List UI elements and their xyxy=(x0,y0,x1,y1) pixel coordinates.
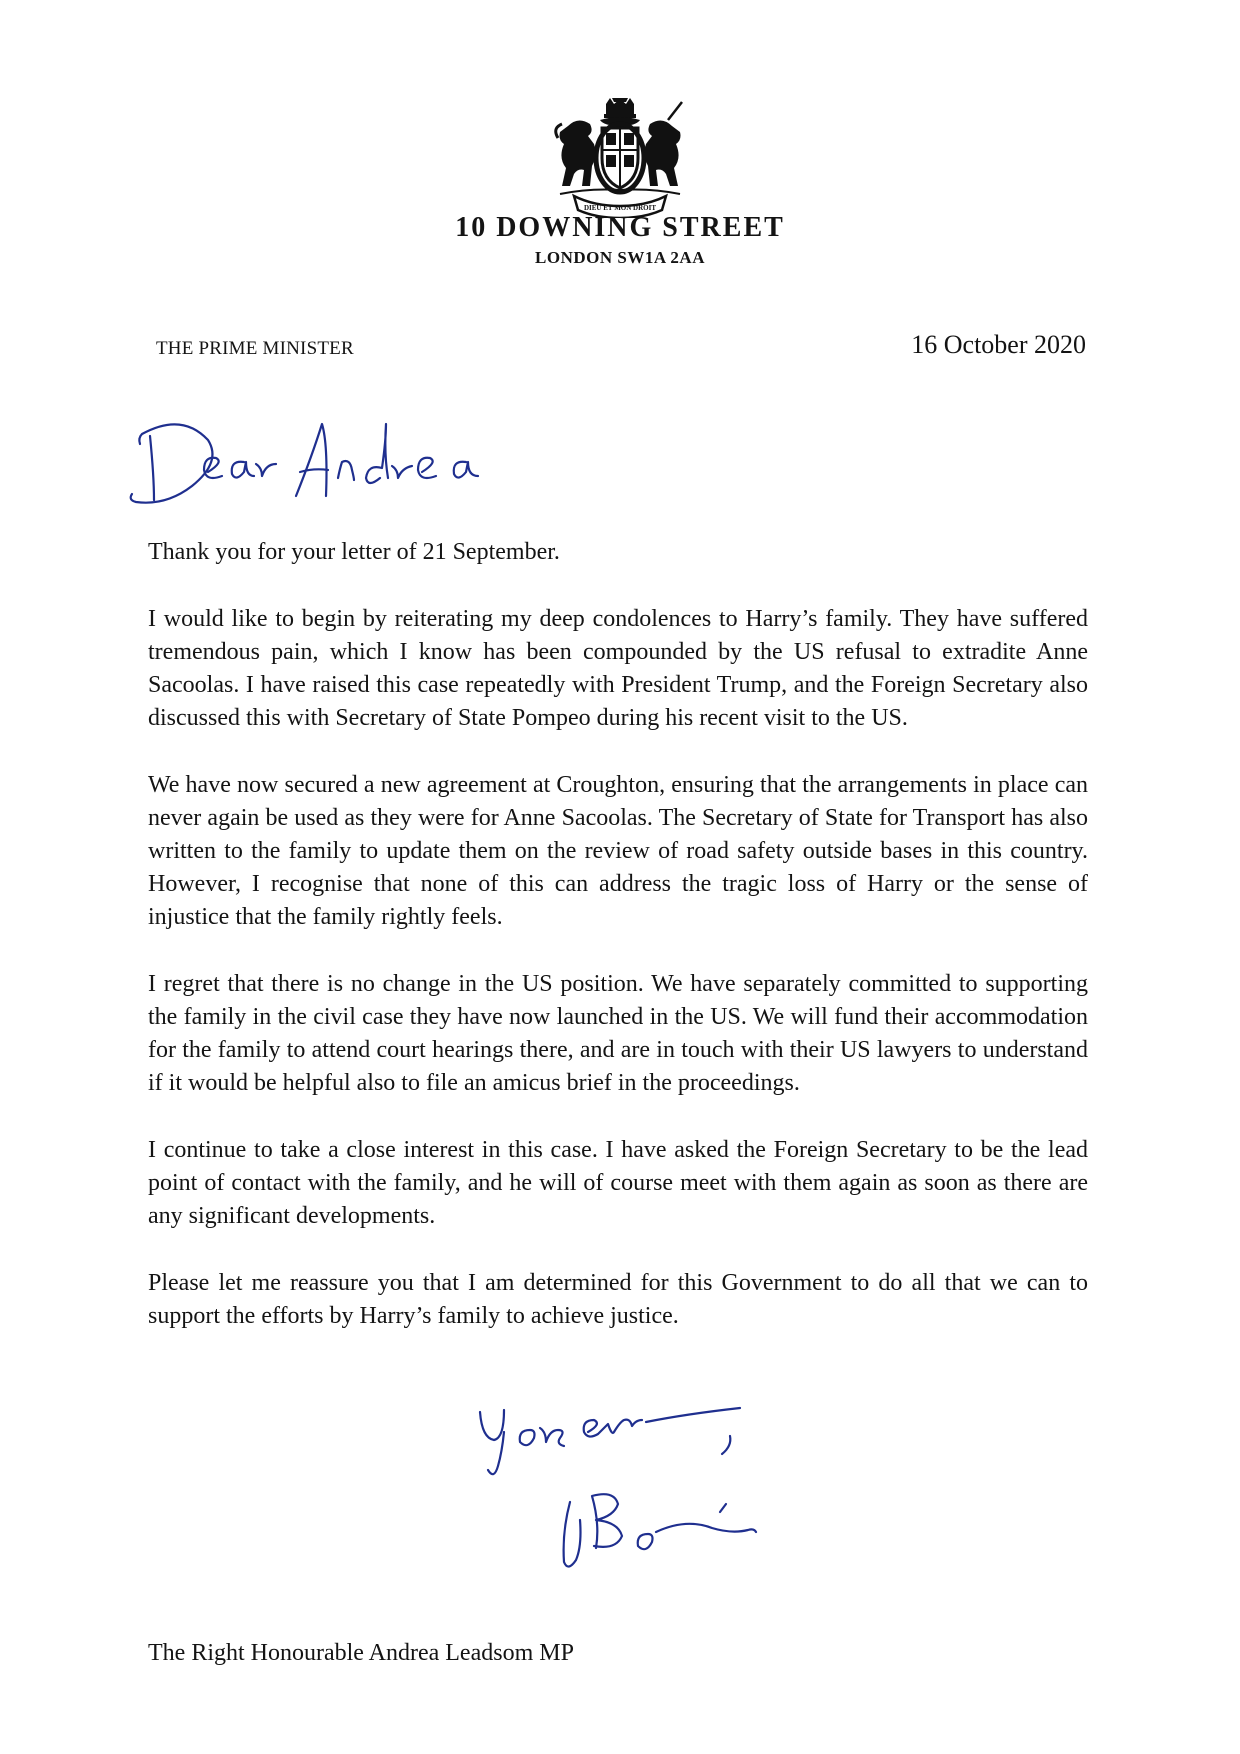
address-city-postcode: LONDON SW1A 2AA xyxy=(535,248,705,267)
handwritten-signature xyxy=(470,1392,800,1592)
handwritten-salutation xyxy=(120,410,580,520)
recipient-name: The Right Honourable Andrea Leadsom MP xyxy=(148,1640,574,1666)
body-paragraph: Please let me reassure you that I am determined for this Government to do all that we can to support the efforts by Harry’s family to achieve justice. xyxy=(148,1270,1088,1329)
royal-coat-of-arms-icon xyxy=(550,98,690,218)
address-street: 10 DOWNING STREET xyxy=(455,212,785,243)
sender-title: THE PRIME MINISTER xyxy=(156,338,354,359)
body-paragraph: I would like to begin by reiterating my deep condolences to Harry’s family. They have suffered tremendous pain, which I know has been compounded by the US refusal to extradite Anne Sacoolas. I have raised this case repeatedly with President Trump, and the Foreign Secretary also discussed this with Secretary of State Pompeo during his recent visit to the US. xyxy=(148,606,1088,731)
body-paragraph: I continue to take a close interest in this case. I have asked the Foreign Secretary to be the lead point of contact with the family, and he will of course meet with them again as soon as there are any significant developments. xyxy=(148,1137,1088,1229)
body-paragraph: We have now secured a new agreement at Croughton, ensuring that the arrangements in place can never again be used as they were for Anne Sacoolas. The Secretary of State for Transport has also written to the family to update them on the review of road safety outside bases in this country. However, I recognise that none of this can address the tragic loss of Harry or the sense of injustice that the family rightly feels. xyxy=(148,772,1088,930)
crest-motto: DIEU ET MON DROIT xyxy=(583,204,657,212)
letter-date: 16 October 2020 xyxy=(911,330,1086,359)
letter-body xyxy=(148,536,1088,1367)
body-paragraph: Thank you for your letter of 21 September. xyxy=(148,539,560,565)
body-paragraph: I regret that there is no change in the US position. We have separately committed to supporting the family in the civil case they have now launched in the US. We will fund their accommodation for the family to attend court hearings there, and are in touch with their US lawyers to understand if it would be helpful also to file an amicus brief in the proceedings. xyxy=(148,971,1088,1096)
